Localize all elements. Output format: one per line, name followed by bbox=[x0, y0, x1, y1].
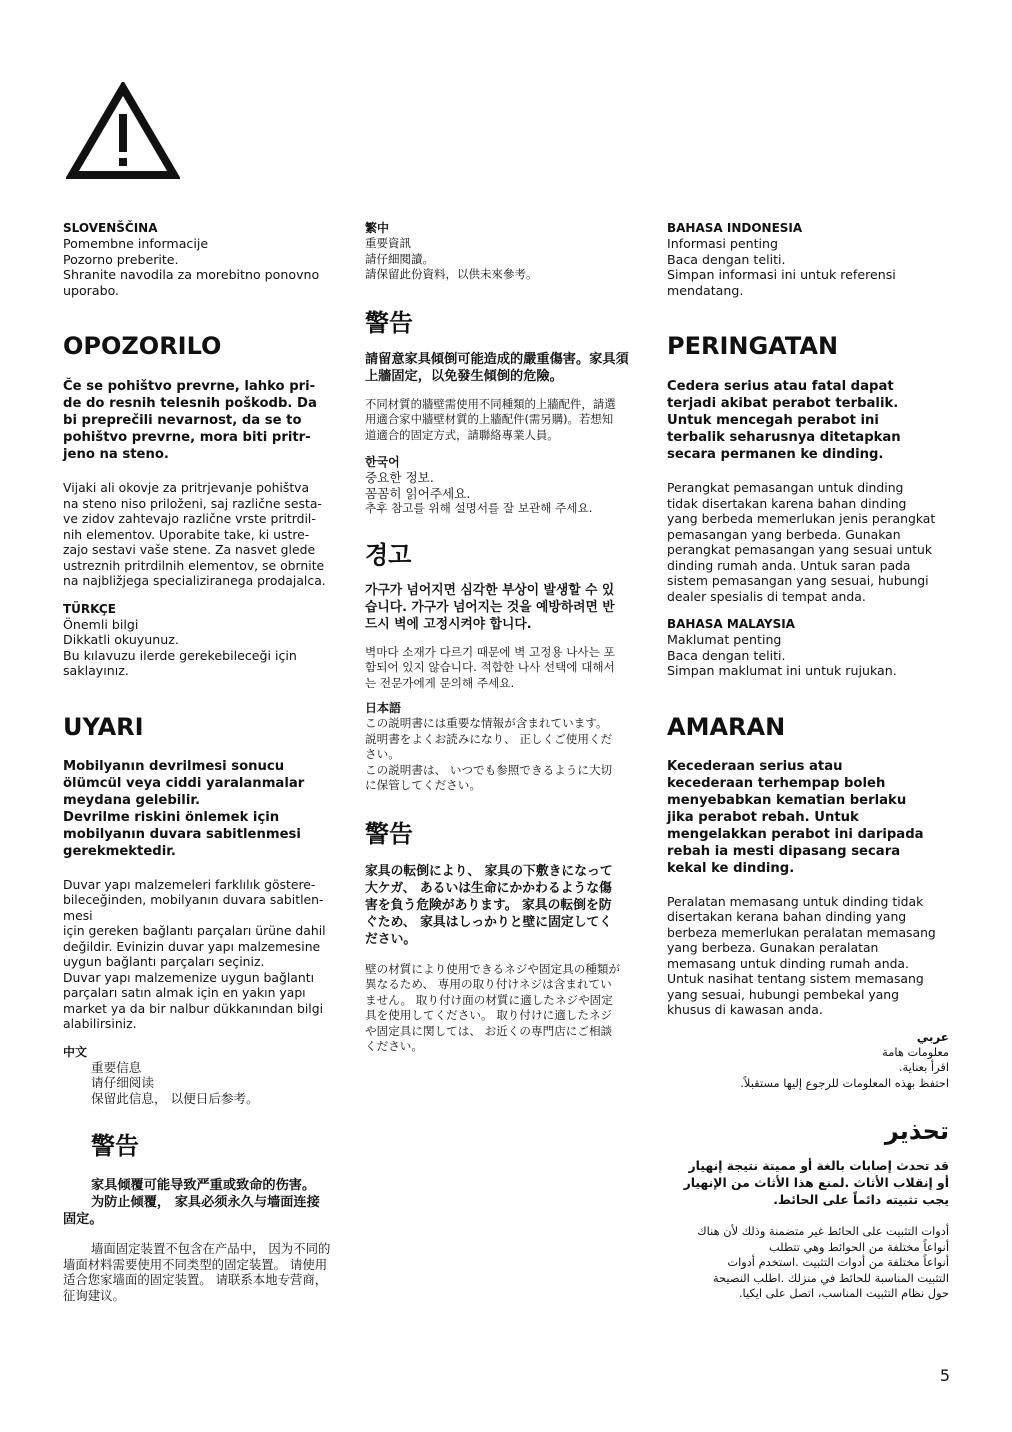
warning-title: 警告 bbox=[365, 308, 413, 337]
section-japanese bbox=[365, 701, 647, 1055]
lead-line: ぐため、 家具はしっかりと壁に固定してく bbox=[365, 914, 613, 930]
language-heading: 日本語 bbox=[365, 701, 402, 715]
info-line: この説明書には重要な情報が含まれています。 bbox=[365, 716, 608, 730]
language-heading: SLOVENŠČINA bbox=[63, 221, 158, 235]
section-malay bbox=[667, 617, 953, 1018]
info-line: この説明書は、 いつでも参照できるように大切 bbox=[365, 762, 613, 777]
info-line: mendatang. bbox=[667, 282, 744, 298]
body-line: Peralatan memasang untuk dinding tidak bbox=[667, 893, 924, 909]
info-line: احتفظ بهذه المعلومات للرجوع إليها مستقبلاً. bbox=[740, 1075, 949, 1090]
body-line: pemasangan yang berbeda. Gunakan bbox=[667, 526, 901, 542]
body-line: tidak disertakan karena bahan dinding bbox=[667, 495, 907, 511]
warning-title: PERINGATAN bbox=[667, 332, 839, 360]
body-line: 道適合的固定方式，請聯絡專業人員。 bbox=[365, 427, 559, 442]
info-line: Simpan informasi ini untuk referensi bbox=[667, 267, 896, 282]
info-block bbox=[63, 617, 313, 679]
body-line: التثبيت المناسبة للحائط في منزلك .اطلب النصيحة bbox=[712, 1270, 949, 1285]
info-line: Baca dengan teliti. bbox=[667, 647, 786, 663]
body-line: disertakan kerana bahan dinding yang bbox=[667, 909, 907, 924]
warning-triangle-icon bbox=[66, 82, 180, 180]
warning-title: UYARI bbox=[63, 712, 144, 741]
lead-line: 家具倾覆可能导致严重或致命的伤害。 bbox=[91, 1178, 316, 1193]
info-line: 保留此信息， 以便日后参考。 bbox=[91, 1090, 259, 1106]
info-line: Bu kılavuzu ilerde gerekebileceği için saklayınız. bbox=[63, 647, 297, 678]
warning-body bbox=[63, 480, 345, 589]
info-line: 請仔細閱讀。 bbox=[365, 251, 434, 266]
body-line: 具を使用してください。 取り付けに適したネジ bbox=[365, 1008, 613, 1022]
language-heading: 中文 bbox=[63, 1044, 88, 1059]
body-line: ません。 取り付け面の材質に適したネジや固定 bbox=[365, 992, 613, 1007]
info-line: Simpan maklumat ini untuk rujukan. bbox=[667, 663, 897, 678]
lead-line: قد تحدث إصابات بالغة أو مميتة نتيجة إنهيار bbox=[688, 1158, 949, 1173]
body-line: na najbližjega specializiranega prodajalca. bbox=[63, 573, 326, 588]
body-line: değildir. Evinizin duvar yapı malzemesine bbox=[63, 938, 321, 954]
lead-line: 害を負う危険があります。 家具の転倒を防 bbox=[365, 897, 612, 913]
info-block bbox=[667, 632, 953, 679]
info-line: 请仔细阅读 bbox=[91, 1075, 154, 1090]
info-block bbox=[63, 236, 335, 298]
info-line: 請保留此份資料，以供未來參考。 bbox=[365, 267, 538, 281]
lead-line: Če se pohištvo prevrne, lahko pri- bbox=[63, 379, 316, 394]
lead-line: Untuk mencegah perabot ini bbox=[667, 413, 879, 428]
body-line: berbeza memerlukan peralatan memasang bbox=[667, 924, 936, 940]
info-line: 重要信息 bbox=[91, 1059, 142, 1075]
body-line: için gereken bağlantı parçaları ürüne dahil bbox=[63, 923, 326, 938]
body-line: 用適合家中牆壁材質的上牆配件(需另購)。若想知 bbox=[365, 412, 614, 426]
section-arabic bbox=[667, 1030, 949, 1302]
body-line: memasang untuk dinding rumah anda. bbox=[667, 955, 909, 971]
body-line: أدوات التثبيت على الحائط غير متضمنة وذلك لأن هناك bbox=[697, 1224, 949, 1238]
warning-title: تحذير bbox=[884, 1117, 949, 1145]
warning-title: 警告 bbox=[365, 819, 413, 848]
body-line: perangkat pemasangan yang sesuai untuk bbox=[667, 542, 933, 557]
page-number: 5 bbox=[939, 1366, 950, 1385]
lead-line: terjadi akibat perabot terbalik. bbox=[667, 396, 899, 411]
lead-line: jika perabot rebah. Untuk bbox=[667, 809, 859, 825]
warning-lead bbox=[63, 758, 345, 860]
lead-line: 家具の転倒により、 家具の下敷きになって bbox=[365, 863, 613, 879]
info-line: Önemli bilgi bbox=[63, 616, 139, 632]
info-line: Baca dengan teliti. bbox=[667, 251, 786, 267]
body-line: khusus di kawasan anda. bbox=[667, 1002, 823, 1017]
info-line: Pozorno preberite. bbox=[63, 251, 179, 267]
lead-line: Devrilme riskini önlemek için bbox=[63, 809, 280, 825]
info-line: Dikkatli okuyunuz. bbox=[63, 632, 179, 647]
body-line: market ya da bir nalbur dükkanından bilgi bbox=[63, 1000, 324, 1016]
body-line: zajo sestavi vaše stene. Za nasvet glede bbox=[63, 542, 316, 557]
body-line: 墙面固定装置不包含在产品中， 因为不同的 bbox=[91, 1241, 331, 1256]
info-block bbox=[365, 716, 647, 794]
warning-lead bbox=[365, 863, 647, 948]
warning-body bbox=[63, 1241, 345, 1303]
info-line: Informasi penting bbox=[667, 236, 778, 251]
warning-lead bbox=[365, 351, 647, 385]
warning-body bbox=[365, 645, 647, 692]
info-line: さい。 bbox=[365, 747, 400, 761]
info-block bbox=[365, 236, 647, 283]
lead-line: 가구가 넘어지면 심각한 부상이 발생할 수 있 bbox=[365, 582, 615, 598]
warning-body bbox=[63, 877, 345, 1032]
body-line: Duvar yapı malzemeleri farklılık göstere- bbox=[63, 876, 316, 892]
info-line: 重要資訊 bbox=[365, 236, 411, 250]
lead-line: jeno na steno. bbox=[63, 447, 169, 462]
body-line: أنواعاً مختلفة من أدوات التثبيت .استخدم أدوات bbox=[727, 1255, 949, 1269]
info-line: 중요한 정보. bbox=[365, 470, 434, 485]
body-line: 墙面材料需要使用不同类型的固定装置。 请使用 bbox=[63, 1256, 328, 1272]
body-line: yang berbeza. Gunakan peralatan bbox=[667, 940, 879, 955]
body-line: Vijaki ali okovje za pritrjevanje pohištva bbox=[63, 480, 310, 495]
warning-lead bbox=[365, 582, 647, 633]
lead-line: de do resnih telesnih poškodb. Da bbox=[63, 396, 317, 411]
section-korean bbox=[365, 455, 647, 691]
body-line: ustreznih pritrdilnih elementov, se obrnite bbox=[63, 557, 325, 573]
lead-line: mengelakkan perabot ini daripada bbox=[667, 826, 924, 842]
lead-line: 請留意家具傾倒可能造成的嚴重傷害。家具須 bbox=[365, 351, 629, 367]
info-line: に保管してください。 bbox=[365, 778, 481, 792]
body-line: 壁の材質により使用できるネジや固定具の種類が bbox=[365, 961, 621, 976]
lead-line: bi preprečili nevarnost, da se to bbox=[63, 413, 302, 428]
body-line: 征询建议。 bbox=[63, 1287, 125, 1303]
section-turkish bbox=[63, 602, 345, 1032]
info-block bbox=[365, 470, 647, 517]
info-line: Pomembne informacije bbox=[63, 236, 209, 251]
lead-line: ださい。 bbox=[365, 931, 417, 947]
column-left bbox=[63, 221, 345, 1303]
body-line: dinding rumah anda. Untuk saran pada bbox=[667, 557, 911, 573]
body-line: dealer spesialis di tempat anda. bbox=[667, 588, 866, 604]
body-line: 는 전문가에게 문의해 주세요. bbox=[365, 675, 515, 690]
warning-lead bbox=[63, 1177, 345, 1228]
info-line: 추후 참고를 위해 설명서를 잘 보관해 주세요. bbox=[365, 501, 593, 515]
lead-line: 固定。 bbox=[63, 1212, 103, 1227]
language-heading: 한국어 bbox=[365, 455, 400, 469]
language-heading: BAHASA MALAYSIA bbox=[667, 617, 795, 631]
info-line: اقرأ بعناية. bbox=[898, 1060, 949, 1074]
info-line: معلومات هامة bbox=[882, 1044, 949, 1059]
body-line: alabilirsiniz. bbox=[63, 1016, 137, 1031]
lead-line: kecederaan terhempap boleh bbox=[667, 775, 886, 791]
lead-line: secara permanen ke dinding. bbox=[667, 447, 884, 462]
lead-line: 上牆固定，以免發生傾倒的危險。 bbox=[365, 368, 563, 384]
language-heading: BAHASA INDONESIA bbox=[667, 221, 803, 235]
lead-line: Kecederaan serius atau bbox=[667, 758, 843, 774]
lead-line: terbalik seharusnya ditetapkan bbox=[667, 430, 901, 445]
warning-title: 警告 bbox=[91, 1132, 139, 1160]
body-line: أنواعاً مختلفة من الحوائط وهي تتطلب bbox=[769, 1239, 949, 1254]
warning-body bbox=[667, 480, 953, 604]
info-line: 説明書をよくお読みになり、 正しくご使用くだ bbox=[365, 731, 613, 746]
body-line: yang berbeda memerlukan jenis perangkat bbox=[667, 511, 936, 526]
body-line: nih elementov. Uporabite take, ki ustre- bbox=[63, 526, 310, 542]
body-line: 함되어 있지 않습니다. 적합한 나사 선택에 대해서 bbox=[365, 660, 615, 674]
language-heading: TÜRKÇE bbox=[63, 601, 116, 616]
section-slovenian bbox=[63, 221, 345, 589]
body-line: ください。 bbox=[365, 1039, 423, 1053]
body-line: mesi bbox=[63, 907, 93, 923]
lead-line: pohištvo prevrne, mora biti pritr- bbox=[63, 430, 311, 445]
lead-line: ölümcül veya ciddi yaralanmalar bbox=[63, 775, 305, 791]
info-line: Maklumat penting bbox=[667, 632, 782, 647]
body-line: や固定具に関しては、 お近くの専門店にご相談 bbox=[365, 1023, 613, 1038]
warning-body bbox=[667, 894, 953, 1018]
warning-lead bbox=[667, 378, 953, 463]
body-line: 不同材質的牆壁需使用不同種類的上牆配件，請選 bbox=[365, 396, 616, 411]
lead-line: 为防止倾覆， 家具必须永久与墙面连接 bbox=[91, 1195, 320, 1210]
language-heading: 繁中 bbox=[365, 221, 390, 235]
info-block bbox=[63, 1060, 345, 1107]
warning-body bbox=[365, 962, 647, 1055]
body-line: Untuk nasihat tentang sistem memasang bbox=[667, 971, 924, 986]
lead-line: أو إنقلاب الأثاث .لمنع هذا الأثاث من الإنهيار bbox=[683, 1175, 949, 1190]
warning-body bbox=[365, 397, 647, 444]
info-block bbox=[667, 1045, 949, 1092]
lead-line: Mobilyanın devrilmesi sonucu bbox=[63, 758, 285, 774]
warning-body bbox=[667, 1224, 949, 1302]
body-line: 異なるため、 専用の取り付けネジは含まれてい bbox=[365, 977, 612, 991]
lead-line: Cedera serius atau fatal dapat bbox=[667, 379, 894, 394]
body-line: 벽마다 소재가 다르기 때문에 벽 고정용 나사는 포 bbox=[365, 644, 615, 659]
body-line: bileceğinden, mobilyanın duvara sabitlen- bbox=[63, 892, 324, 907]
warning-title: 경고 bbox=[365, 540, 412, 569]
body-line: ve zidov zahtevajo različne vrste pritrdil- bbox=[63, 511, 316, 526]
lead-line: mobilyanın duvara sabitlenmesi bbox=[63, 826, 301, 842]
lead-line: يجب تثبيته دائماً على الحائط. bbox=[773, 1192, 949, 1207]
section-chinese-traditional bbox=[365, 221, 647, 443]
lead-line: 습니다. 가구가 넘어지는 것을 예방하려면 반 bbox=[365, 599, 615, 615]
warning-title: AMARAN bbox=[667, 712, 786, 741]
warning-lead bbox=[667, 758, 953, 877]
warning-lead bbox=[667, 1157, 949, 1208]
body-line: parçaları satın almak için en yakın yapı bbox=[63, 985, 306, 1000]
body-line: uygun bağlantı parçaları seçiniz. bbox=[63, 954, 265, 969]
body-line: حول نظام التثبيت المناسب، اتصل على ايكيا. bbox=[738, 1286, 949, 1300]
info-block bbox=[667, 236, 953, 298]
lead-line: rebah ia mesti dipasang secara bbox=[667, 843, 901, 859]
body-line: Perangkat pemasangan untuk dinding bbox=[667, 480, 904, 495]
lead-line: menyebabkan kematian berlaku bbox=[667, 792, 907, 808]
warning-title: OPOZORILO bbox=[63, 332, 222, 360]
body-line: na steno niso priloženi, saj različne sesta- bbox=[63, 495, 322, 511]
body-line: yang sesuai, hubungi pembekal yang bbox=[667, 986, 900, 1002]
info-line: Shranite navodila za morebitno ponovno uporabo. bbox=[63, 267, 320, 298]
body-line: Duvar yapı malzemenize uygun bağlantı bbox=[63, 969, 315, 985]
body-line: 适合您家墙面的固定装置。 请联系本地专营商， bbox=[63, 1272, 328, 1287]
lead-line: 大ケガ、 あるいは生命にかかわるような傷 bbox=[365, 880, 612, 896]
language-heading: عربي bbox=[916, 1029, 949, 1044]
section-chinese-simplified bbox=[63, 1045, 345, 1304]
lead-line: gerekmektedir. bbox=[63, 843, 176, 859]
lead-line: kekal ke dinding. bbox=[667, 860, 795, 876]
section-indonesian bbox=[667, 221, 953, 604]
info-line: 꼼꼼히 읽어주세요. bbox=[365, 485, 471, 501]
lead-line: meydana gelebilir. bbox=[63, 792, 200, 808]
warning-lead bbox=[63, 378, 345, 463]
body-line: sistem pemasangan yang sesuai, hubungi bbox=[667, 573, 929, 588]
lead-line: 드시 벽에 고정시켜야 합니다. bbox=[365, 616, 532, 632]
column-right bbox=[667, 221, 953, 1302]
column-middle bbox=[365, 221, 647, 1055]
